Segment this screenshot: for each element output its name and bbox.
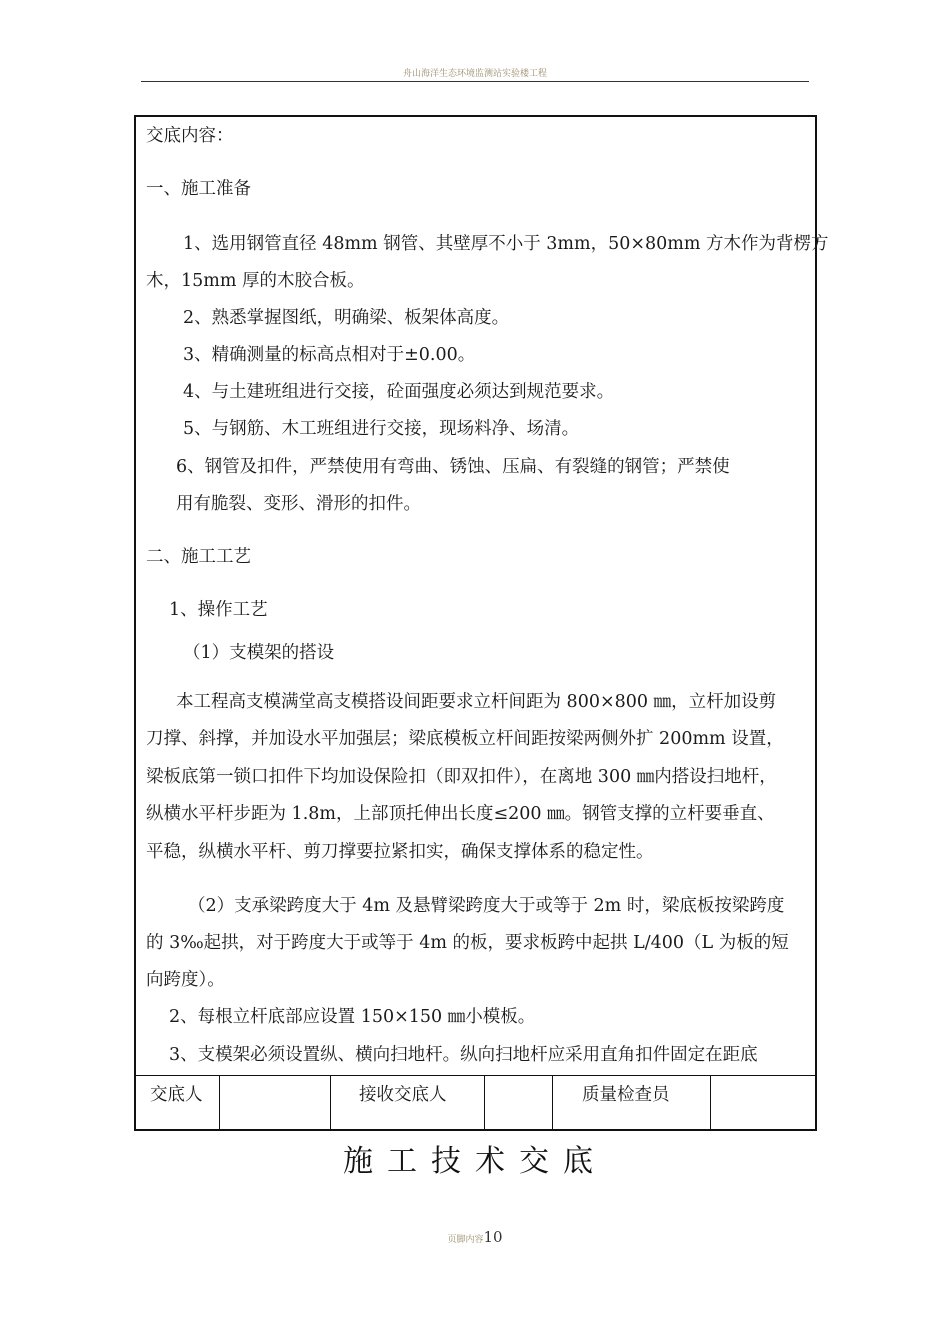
header-rule	[141, 81, 809, 82]
s1-item2: 2、熟悉掌握图纸，明确梁、板架体高度。	[183, 308, 510, 328]
page-header: 舟山海洋生态环境监测站实验楼工程	[402, 69, 547, 79]
s1-item1-line1: 1、选用钢管直径 48mm 钢管、其壁厚不小于 3mm，50×80mm 方木作为背楞方	[183, 234, 829, 254]
cell-divider	[552, 1076, 553, 1130]
cell-divider	[330, 1076, 331, 1130]
p1-line3: 梁板底第一锁口扣件下均加设保险扣（即双扣件），在离地 300 ㎜内搭设扫地杆，	[146, 767, 777, 787]
inspector-label: 质量检查员	[582, 1085, 670, 1105]
p2-line3: 向跨度）。	[146, 970, 225, 990]
footer-label: 页脚内容	[447, 1235, 484, 1245]
section2-title: 二、施工工艺	[146, 547, 251, 567]
s2-sub1: 1、操作工艺	[169, 600, 268, 620]
p1-line4: 纵横水平杆步距为 1.8m，上部顶托伸出长度≤200 ㎜。钢管支撑的立杆要垂直、	[146, 804, 775, 824]
content-title: 交底内容：	[146, 126, 234, 146]
disclosure-table	[134, 115, 829, 1131]
page-number: 10	[483, 1228, 503, 1246]
p1-line2: 刀撑、斜撑，并加设水平加强层；梁底模板立杆间距按梁两侧外扩 200mm 设置，	[146, 729, 784, 749]
s1-item5: 5、与钢筋、木工班组进行交接，现场料净、场清。	[183, 419, 580, 439]
s1-item3: 3、精确测量的标高点相对于±0.00。	[183, 345, 476, 365]
p2-line2: 的 3‰起拱，对于跨度大于或等于 4m 的板，要求板跨中起拱 L/400（L 为板的短	[146, 933, 789, 953]
s2-item3: 3、支模架必须设置纵、横向扫地杆。纵向扫地杆应采用直角扣件固定在距底	[169, 1045, 758, 1065]
s1-item6-line2: 用有脆裂、变形、滑形的扣件。	[176, 494, 421, 514]
cell-divider	[219, 1076, 220, 1130]
section1-title: 一、施工准备	[146, 179, 251, 199]
p1-line5: 平稳，纵横水平杆、剪刀撑要拉紧扣实，确保支撑体系的稳定性。	[146, 842, 654, 862]
s2-sub1-1: （1）支模架的搭设	[183, 643, 335, 663]
document-title: 施工技术交底	[343, 1144, 607, 1179]
s1-item1-line2: 木，15mm 厚的木胶合板。	[146, 271, 365, 291]
cell-divider	[484, 1076, 485, 1130]
s2-item2: 2、每根立杆底部应设置 150×150 ㎜小模板。	[169, 1007, 536, 1027]
cell-divider	[710, 1076, 711, 1130]
receiver-label: 接收交底人	[359, 1085, 447, 1105]
s1-item6-line1: 6、钢管及扣件，严禁使用有弯曲、锈蚀、压扁、有裂缝的钢管；严禁使	[176, 457, 730, 477]
s1-item4: 4、与土建班组进行交接，砼面强度必须达到规范要求。	[183, 382, 615, 402]
page-footer	[0, 1227, 950, 1246]
p2-line1: （2）支承梁跨度大于 4m 及悬臂梁跨度大于或等于 2m 时，梁底板按梁跨度	[188, 896, 785, 916]
p1-line1: 本工程高支模满堂高支模搭设间距要求立杆间距为 800×800 ㎜，立杆加设剪	[176, 692, 777, 712]
discloser-label: 交底人	[150, 1085, 203, 1105]
signature-row	[136, 1075, 815, 1130]
